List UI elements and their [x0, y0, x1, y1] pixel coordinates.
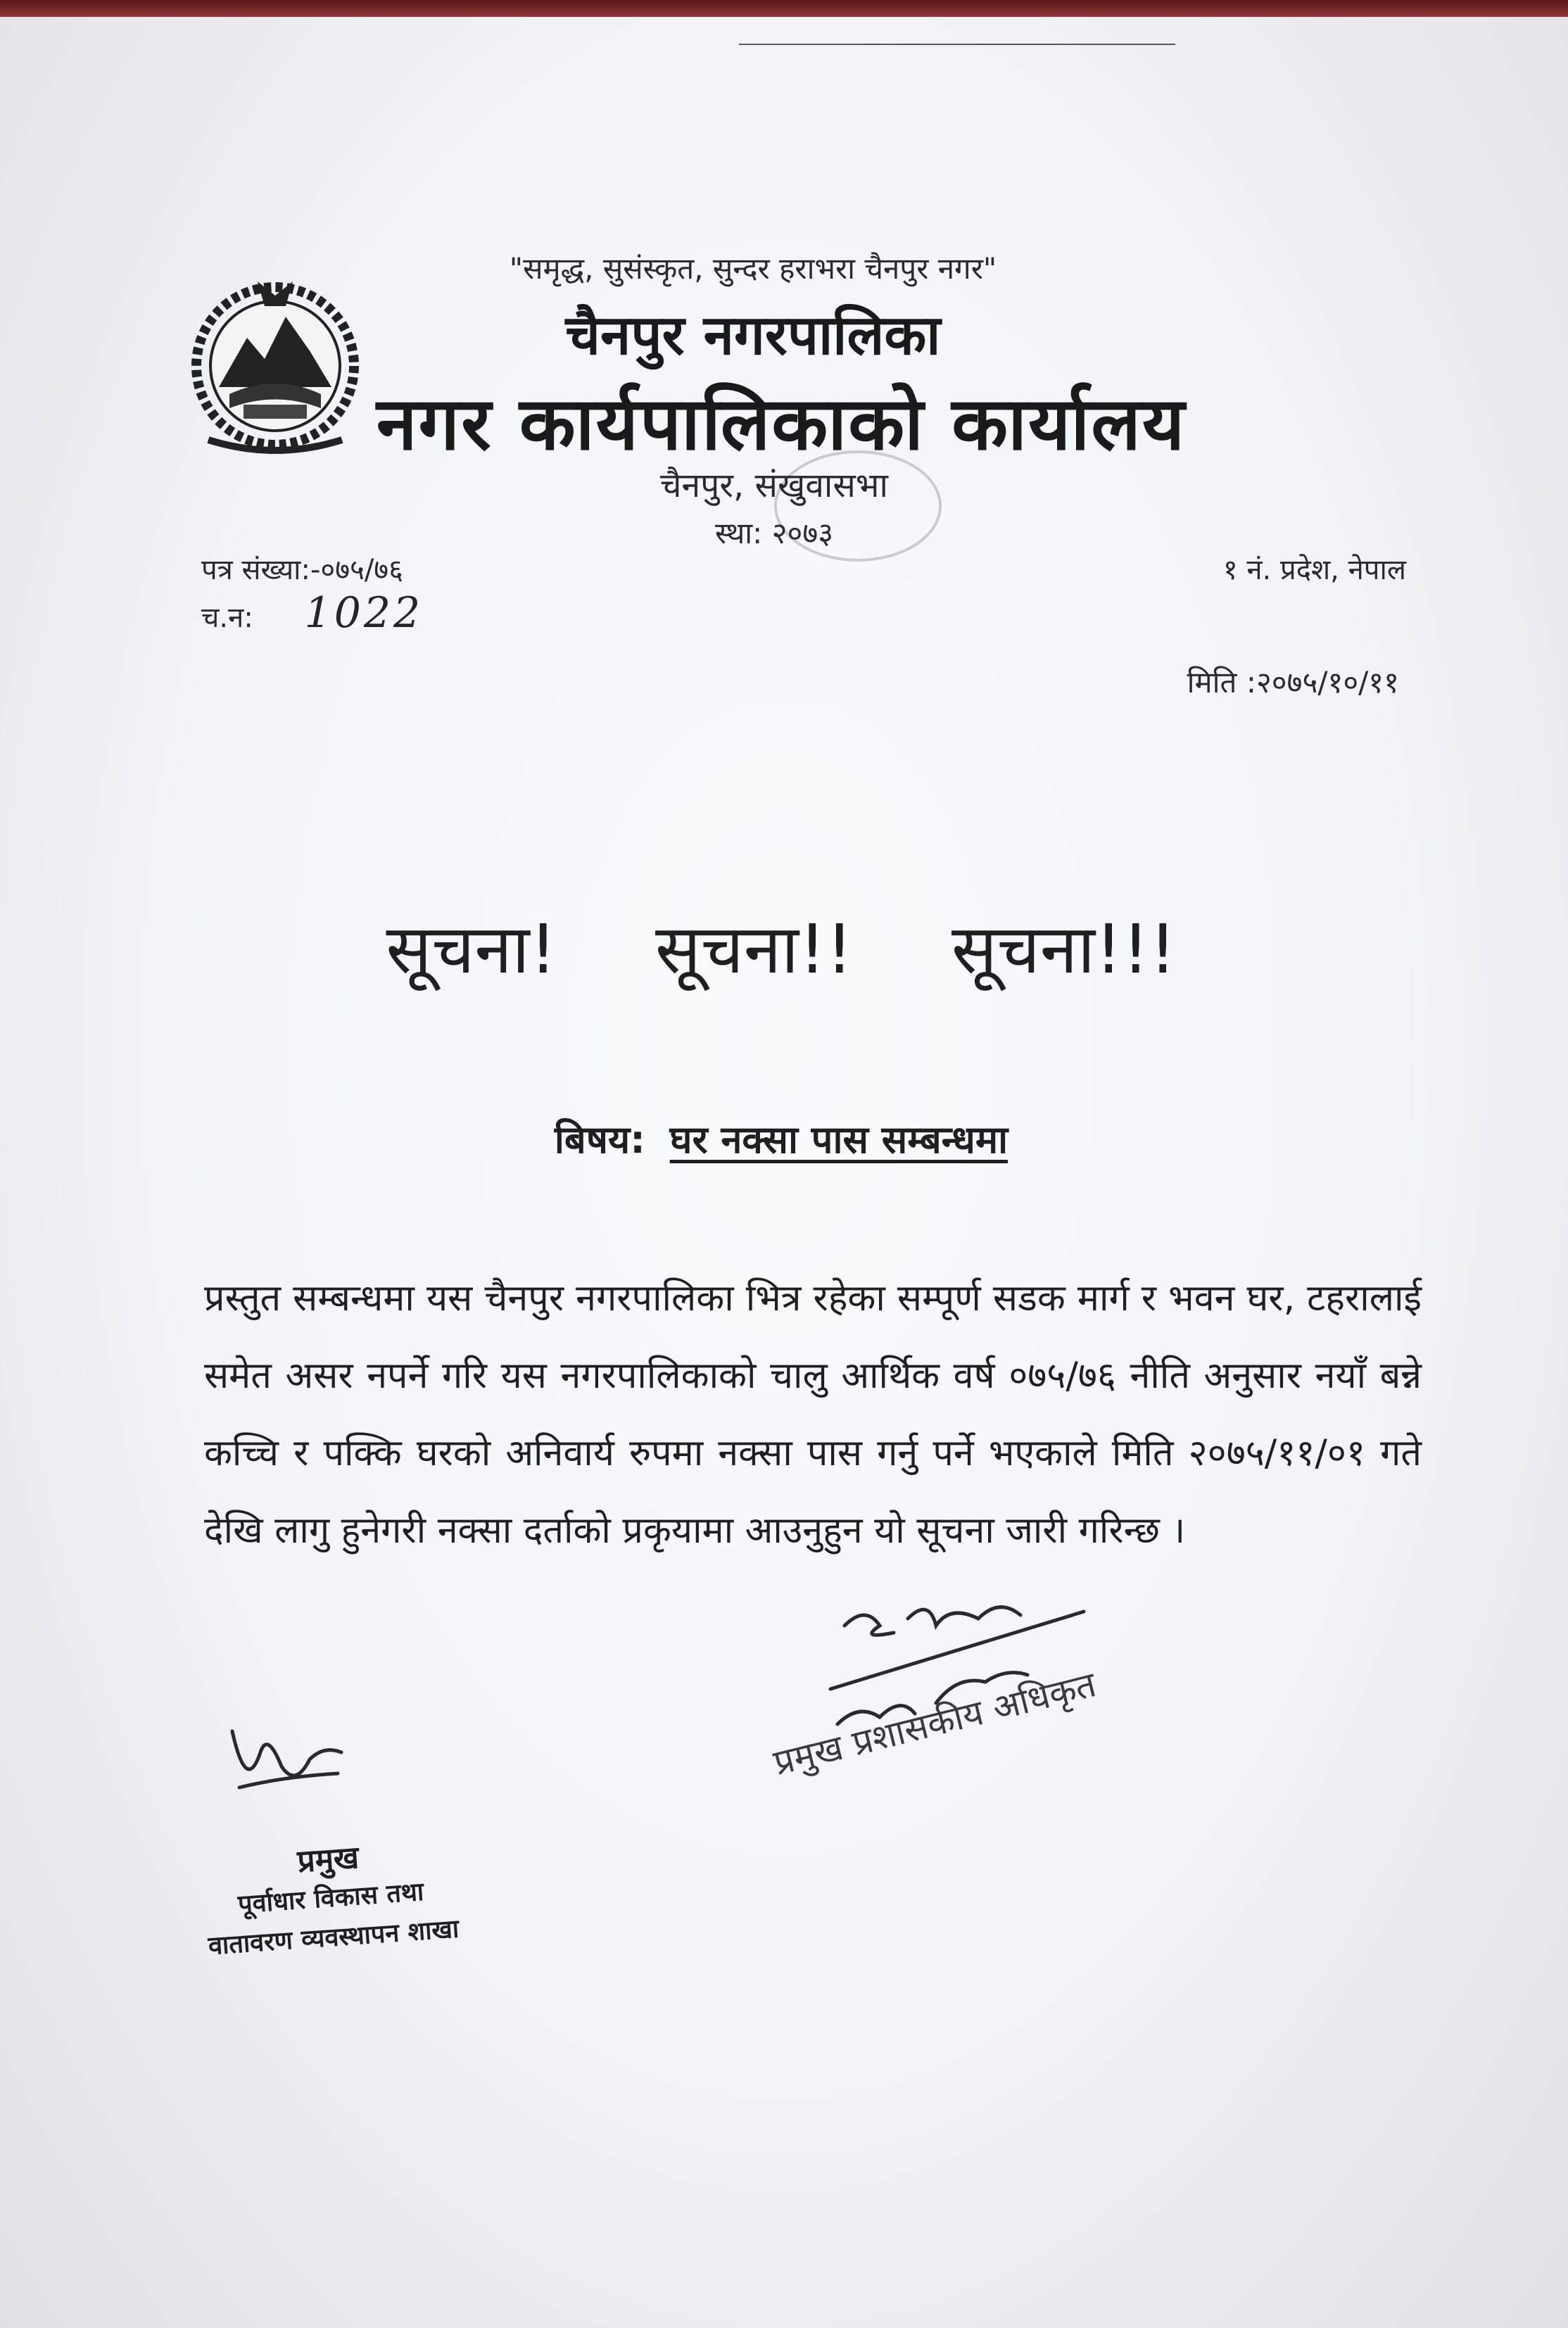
infrastructure-section-block [158, 1825, 504, 1969]
dispatch-number [201, 588, 423, 638]
subject-text: घर नक्सा पास सम्बन्धमा [669, 1118, 1009, 1162]
notice-heading-2: सूचना!! [655, 910, 853, 989]
section-name-line-2: वातावरण व्यवस्थापन शाखा [207, 1914, 460, 1961]
dispatch-label: च.न: [201, 602, 253, 634]
notice-heading [211, 901, 1351, 993]
reference-number: पत्र संख्या:-०७५/७६ [201, 554, 403, 586]
province-line: १ नं. प्रदेश, नेपाल [1222, 554, 1406, 586]
established-year: स्था: २०७३ [714, 516, 834, 550]
section-chief-title: प्रमुख [296, 1840, 360, 1880]
dispatch-handwritten-number: 1022 [304, 588, 424, 638]
subject-line [211, 1112, 1351, 1164]
municipality-name: चैनपुर नगरपालिका [565, 304, 941, 367]
top-rule [739, 44, 1175, 45]
letter-date: मिति :२०७५/१०/११ [1187, 665, 1399, 700]
office-address: चैनपुर, संखुवासभा [660, 466, 888, 505]
notice-heading-3: सूचना!!! [951, 910, 1177, 989]
notice-body: प्रस्तुत सम्बन्धमा यस चैनपुर नगरपालिका भित्र रहेका सम्पूर्ण सडक मार्ग र भवन घर, टहरालाई समेत असर नपर्ने गरि यस नगरपालिकाको चालु आर्थिक वर्ष ०७५/७६ नीति अनुसार नयाँ बन्ने कच्चि र पक्कि घरको अनिवार्य रुपमा नक्सा पास गर्नु पर्ने भएकाले मिति २०७५/११/०१ गते देखि लागु हुनेगरी नक्सा दर्ताको प्रकृयामा आउनुहुन यो सूचना जारी गरिन्छ । [204, 1277, 1422, 1552]
left-signature-icon [211, 1710, 352, 1816]
subject-label: बिषय: [554, 1118, 645, 1162]
office-name: नगर कार्यपालिकाको कार्यालय [376, 381, 1187, 467]
section-name-line-1: पूर्वाधार विकास तथा [236, 1877, 425, 1920]
motto: "समृद्ध, सुसंस्कृत, सुन्दर हराभरा चैनपुर नगर" [509, 251, 997, 286]
top-edge-band [0, 0, 1568, 17]
cao-title: प्रमुख प्रशासकीय अधिकृत [769, 1664, 1100, 1784]
notice-heading-1: सूचना! [386, 910, 557, 989]
